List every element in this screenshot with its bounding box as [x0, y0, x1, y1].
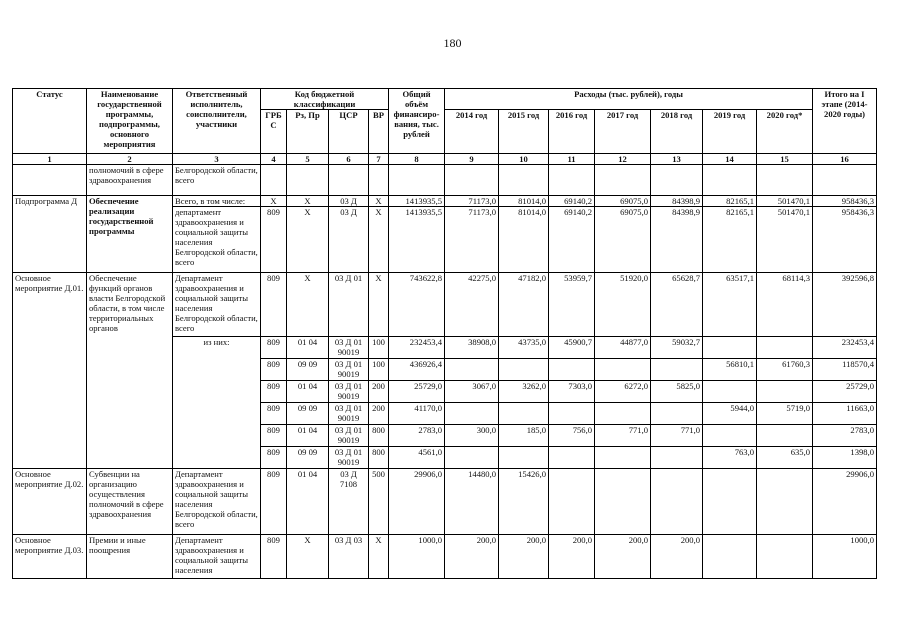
header-expenses: Расходы (тыс. рублей), годы — [445, 89, 813, 110]
column-index: 11 — [549, 154, 595, 165]
header-responsible: Ответственный исполнитель, соисполнители, участники — [173, 89, 261, 154]
year-cell — [595, 447, 651, 469]
year-cell — [703, 425, 757, 447]
header-year: 2020 год* — [757, 110, 813, 154]
grbs-cell: 809 — [261, 381, 287, 403]
total-cell: 4561,0 — [389, 447, 445, 469]
total-cell: 1413935,5 — [389, 207, 445, 273]
total-cell: 2783,0 — [389, 425, 445, 447]
stage-total-cell: 1000,0 — [813, 535, 877, 579]
header-year: 2016 год — [549, 110, 595, 154]
total-cell: 25729,0 — [389, 381, 445, 403]
name-cell: Субвенции на организацию осуществления полномочий в сфере здравоохранения — [87, 469, 173, 535]
vr-cell: 100 — [369, 337, 389, 359]
year-cell — [757, 381, 813, 403]
column-index-row — [13, 154, 877, 165]
year-cell: 501470,1 — [757, 196, 813, 207]
column-index: 12 — [595, 154, 651, 165]
stage-total-cell: 118570,4 — [813, 359, 877, 381]
column-index: 9 — [445, 154, 499, 165]
csr-cell: 03 Д 01 90019 — [329, 337, 369, 359]
year-cell — [445, 403, 499, 425]
rzpr-cell: 01 04 — [287, 381, 329, 403]
year-cell: 38908,0 — [445, 337, 499, 359]
year-cell — [703, 337, 757, 359]
name-cell: Премии и иные поощрения — [87, 535, 173, 579]
column-index: 2 — [87, 154, 173, 165]
year-cell: 51920,0 — [595, 273, 651, 337]
column-index: 3 — [173, 154, 261, 165]
year-cell: 61760,3 — [757, 359, 813, 381]
table-row — [13, 273, 877, 337]
year-cell: 771,0 — [595, 425, 651, 447]
grbs-cell: 809 — [261, 403, 287, 425]
header-rzpr: Рз, Пр — [287, 110, 329, 154]
year-cell — [595, 403, 651, 425]
stage-total-cell: 958436,3 — [813, 207, 877, 273]
total-cell: 1000,0 — [389, 535, 445, 579]
year-cell: 3262,0 — [499, 381, 549, 403]
table-row — [13, 165, 877, 196]
year-cell: 5825,0 — [651, 381, 703, 403]
responsible-cell: из них: — [173, 337, 261, 469]
total-cell: 41170,0 — [389, 403, 445, 425]
stage-total-cell: 11663,0 — [813, 403, 877, 425]
year-cell: 15426,0 — [499, 469, 549, 535]
year-cell — [651, 359, 703, 381]
csr-cell: 03 Д 01 90019 — [329, 447, 369, 469]
year-cell: 300,0 — [445, 425, 499, 447]
year-cell: 200,0 — [445, 535, 499, 579]
year-cell: 185,0 — [499, 425, 549, 447]
vr-cell: 100 — [369, 359, 389, 381]
year-cell: 47182,0 — [499, 273, 549, 337]
year-cell — [499, 447, 549, 469]
year-cell — [595, 469, 651, 535]
year-cell: 763,0 — [703, 447, 757, 469]
year-cell: 81014,0 — [499, 207, 549, 273]
grbs-cell: 809 — [261, 425, 287, 447]
csr-cell: 03 Д 7108 — [329, 469, 369, 535]
year-cell: 44877,0 — [595, 337, 651, 359]
year-cell: 82165,1 — [703, 207, 757, 273]
vr-cell: 500 — [369, 469, 389, 535]
csr-cell: 03 Д — [329, 196, 369, 207]
status-cell: Подпрограмма Д — [13, 196, 87, 273]
year-cell — [549, 447, 595, 469]
year-cell: 45900,7 — [549, 337, 595, 359]
rzpr-cell: Х — [287, 273, 329, 337]
header-csr: ЦСР — [329, 110, 369, 154]
csr-cell: 03 Д 01 90019 — [329, 359, 369, 381]
year-cell — [651, 403, 703, 425]
total-cell: 232453,4 — [389, 337, 445, 359]
year-cell: 200,0 — [595, 535, 651, 579]
year-cell — [549, 469, 595, 535]
budget-table — [12, 88, 877, 579]
header-vr: ВР — [369, 110, 389, 154]
header-year: 2019 год — [703, 110, 757, 154]
year-cell: 43735,0 — [499, 337, 549, 359]
grbs-cell: 809 — [261, 273, 287, 337]
total-cell: 743622,8 — [389, 273, 445, 337]
column-index: 8 — [389, 154, 445, 165]
total-cell: 436926,4 — [389, 359, 445, 381]
grbs-cell: 809 — [261, 207, 287, 273]
header-year: 2014 год — [445, 110, 499, 154]
rzpr-cell: 01 04 — [287, 337, 329, 359]
rzpr-cell: 01 04 — [287, 425, 329, 447]
year-cell: 53959,7 — [549, 273, 595, 337]
vr-cell: Х — [369, 273, 389, 337]
column-index: 10 — [499, 154, 549, 165]
rzpr-cell: Х — [287, 207, 329, 273]
year-cell: 81014,0 — [499, 196, 549, 207]
year-cell — [499, 359, 549, 381]
page-number: 180 — [443, 36, 462, 50]
year-cell: 59032,7 — [651, 337, 703, 359]
header-row — [13, 89, 877, 110]
year-cell: 6272,0 — [595, 381, 651, 403]
year-cell: 69075,0 — [595, 207, 651, 273]
year-cell — [757, 425, 813, 447]
header-total: Общий объём финансиро-вания, тыс. рублей — [389, 89, 445, 154]
year-cell — [499, 403, 549, 425]
header-stage-total: Итого на I этапе (2014-2020 годы) — [813, 89, 877, 154]
year-cell — [595, 359, 651, 381]
year-cell: 501470,1 — [757, 207, 813, 273]
vr-cell: 800 — [369, 447, 389, 469]
year-cell: 56810,1 — [703, 359, 757, 381]
year-cell — [549, 359, 595, 381]
year-cell — [757, 469, 813, 535]
responsible-cell: Департамент здравоохранения и социальной защиты населения Белгородской области, всего — [173, 469, 261, 535]
header-budget-code: Код бюджетной классификации — [261, 89, 389, 110]
column-index: 5 — [287, 154, 329, 165]
column-index: 13 — [651, 154, 703, 165]
year-cell: 635,0 — [757, 447, 813, 469]
column-index: 6 — [329, 154, 369, 165]
year-cell: 756,0 — [549, 425, 595, 447]
header-year: 2015 год — [499, 110, 549, 154]
year-cell: 69140,2 — [549, 196, 595, 207]
header-year: 2018 год — [651, 110, 703, 154]
responsible-cell: департамент здравоохранения и социальной защиты населения Белгородской области, всего — [173, 207, 261, 273]
grbs-cell: 809 — [261, 469, 287, 535]
grbs-cell: 809 — [261, 337, 287, 359]
csr-cell: 03 Д 01 — [329, 273, 369, 337]
year-cell: 7303,0 — [549, 381, 595, 403]
year-cell: 200,0 — [651, 535, 703, 579]
year-cell — [445, 447, 499, 469]
header-name: Наименование государственной программы, подпрограммы, основного мероприятия — [87, 89, 173, 154]
responsible-cell: Белгородской области, всего — [173, 165, 261, 196]
year-cell — [703, 535, 757, 579]
vr-cell: Х — [369, 535, 389, 579]
year-cell: 3067,0 — [445, 381, 499, 403]
year-cell — [757, 337, 813, 359]
year-cell — [703, 381, 757, 403]
stage-total-cell: 25729,0 — [813, 381, 877, 403]
year-cell: 69075,0 — [595, 196, 651, 207]
rzpr-cell: 09 09 — [287, 403, 329, 425]
year-cell — [757, 535, 813, 579]
grbs-cell: Х — [261, 196, 287, 207]
csr-cell: 03 Д 03 — [329, 535, 369, 579]
vr-cell: Х — [369, 196, 389, 207]
rzpr-cell: Х — [287, 535, 329, 579]
name-cell: Обеспечение реализации государственной программы — [87, 196, 173, 273]
status-cell: Основное мероприятие Д.01. — [13, 273, 87, 469]
csr-cell: 03 Д — [329, 207, 369, 273]
column-index: 14 — [703, 154, 757, 165]
responsible-cell: Департамент здравоохранения и социальной защиты населения — [173, 535, 261, 579]
vr-cell: Х — [369, 207, 389, 273]
status-cell: Основное мероприятие Д.03. — [13, 535, 87, 579]
year-cell — [549, 403, 595, 425]
year-cell: 69140,2 — [549, 207, 595, 273]
grbs-cell: 809 — [261, 447, 287, 469]
year-cell: 68114,3 — [757, 273, 813, 337]
column-index: 16 — [813, 154, 877, 165]
year-cell: 71173,0 — [445, 196, 499, 207]
year-cell: 14480,0 — [445, 469, 499, 535]
year-cell: 5944,0 — [703, 403, 757, 425]
total-cell: 29906,0 — [389, 469, 445, 535]
column-index: 4 — [261, 154, 287, 165]
csr-cell: 03 Д 01 90019 — [329, 425, 369, 447]
rzpr-cell: 01 04 — [287, 469, 329, 535]
year-cell: 42275,0 — [445, 273, 499, 337]
year-cell: 84398,9 — [651, 207, 703, 273]
year-cell: 65628,7 — [651, 273, 703, 337]
responsible-cell: Департамент здравоохранения и социальной защиты населения Белгородской области, всего — [173, 273, 261, 337]
header-status: Статус — [13, 89, 87, 154]
year-cell: 5719,0 — [757, 403, 813, 425]
rzpr-cell: Х — [287, 196, 329, 207]
rzpr-cell: 09 09 — [287, 359, 329, 381]
year-cell: 82165,1 — [703, 196, 757, 207]
column-index: 15 — [757, 154, 813, 165]
year-cell — [651, 469, 703, 535]
column-index: 1 — [13, 154, 87, 165]
table-row — [13, 196, 877, 207]
stage-total-cell: 392596,8 — [813, 273, 877, 337]
csr-cell: 03 Д 01 90019 — [329, 403, 369, 425]
name-cell: Обеспечение функций органов власти Белгородской области, в том числе территориальных органов — [87, 273, 173, 469]
table-row — [13, 535, 877, 579]
vr-cell: 200 — [369, 381, 389, 403]
year-cell: 63517,1 — [703, 273, 757, 337]
name-cell: полномочий в сфере здравоохранения — [87, 165, 173, 196]
stage-total-cell: 29906,0 — [813, 469, 877, 535]
year-cell: 200,0 — [549, 535, 595, 579]
header-grbs: ГРБС — [261, 110, 287, 154]
year-cell — [445, 359, 499, 381]
stage-total-cell: 2783,0 — [813, 425, 877, 447]
table-row — [13, 469, 877, 535]
stage-total-cell: 958436,3 — [813, 196, 877, 207]
year-cell — [651, 447, 703, 469]
total-cell: 1413935,5 — [389, 196, 445, 207]
year-cell: 771,0 — [651, 425, 703, 447]
year-cell: 71173,0 — [445, 207, 499, 273]
vr-cell: 200 — [369, 403, 389, 425]
header-year: 2017 год — [595, 110, 651, 154]
grbs-cell: 809 — [261, 535, 287, 579]
status-cell: Основное мероприятие Д.02. — [13, 469, 87, 535]
year-cell: 84398,9 — [651, 196, 703, 207]
vr-cell: 800 — [369, 425, 389, 447]
column-index: 7 — [369, 154, 389, 165]
grbs-cell: 809 — [261, 359, 287, 381]
stage-total-cell: 1398,0 — [813, 447, 877, 469]
stage-total-cell: 232453,4 — [813, 337, 877, 359]
year-cell — [703, 469, 757, 535]
responsible-cell: Всего, в том числе: — [173, 196, 261, 207]
csr-cell: 03 Д 01 90019 — [329, 381, 369, 403]
rzpr-cell: 09 09 — [287, 447, 329, 469]
year-cell: 200,0 — [499, 535, 549, 579]
